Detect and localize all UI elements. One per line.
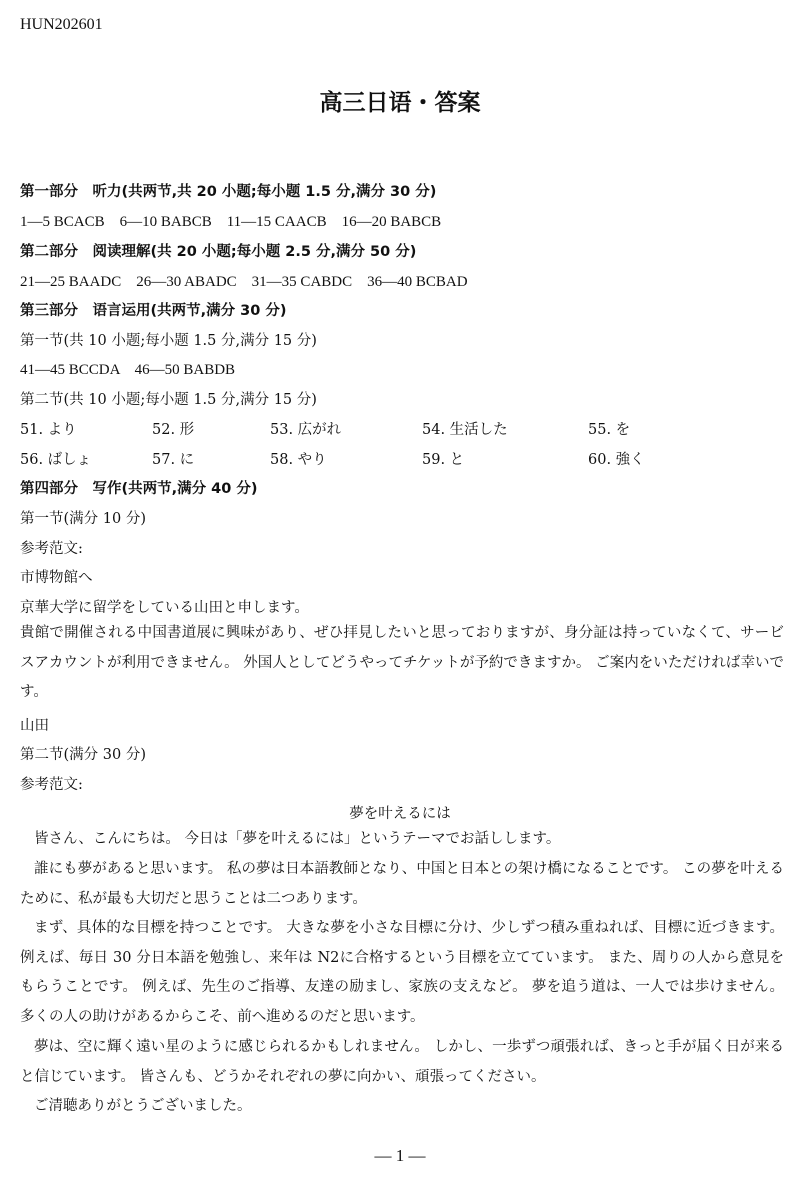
essay-paragraph-1: 皆さん、こんにちは。 今日は「夢を叶えるには」というテーマでお話しします。: [34, 831, 561, 847]
sample-label-1: 参考范文:: [20, 541, 83, 557]
essay-paragraph-3: まず、具体的な目標を持つことです。 大きな夢を小さな目標に分け、少しずつ積み重ねれば、目標に近づきます。 例えば、毎日 30 分日本語を勉強し、来年は N2に合格するという目標を立てています。 また、周りの人から意見をもらうことです。 例えば、先生のご指導、友達の励まし、家族の支えなど。 夢を追う道は、一人では歩けません。 多くの人の助けがあるからこそ、前へ進めるのだと思います。: [20, 920, 784, 1025]
part1-heading: 第一部分 听力(共两节,共 20 小题;每小题 1.5 分,满分 30 分): [20, 184, 437, 200]
part2-answers: 21—25 BAADC 26—30 ABADC 31—35 CABDC 36—40 BCBAD: [20, 274, 468, 290]
answer-58: 58. やり: [270, 452, 327, 468]
answer-51: 51. より: [20, 422, 77, 438]
page-number: — 1 —: [374, 1146, 426, 1165]
essay-paragraph-2: 誰にも夢があると思います。 私の夢は日本語教師となり、中国と日本との架け橋になることです。 この夢を叶えるために、私が最も大切だと思うことは二つあります。: [20, 861, 784, 907]
letter-body: 貴館で開催される中国書道展に興味があり、ぜひ拝見したいと思っておりますが、身分証は持っていなくて、サービスアカウントが利用できません。 外国人としてどうやってチケットが予約できますか。 ご案内をいただければ幸いです。: [20, 625, 784, 701]
letter-signature: 山田: [20, 718, 49, 734]
answer-57: 57. に: [152, 452, 195, 468]
answer-60: 60. 強く: [588, 452, 645, 468]
answer-52: 52. 形: [152, 422, 195, 438]
answer-53: 53. 広がれ: [270, 422, 342, 438]
essay-title: 夢を叶えるには: [349, 806, 451, 822]
part4-section2-heading: 第二节(满分 30 分): [20, 747, 146, 763]
essay-paragraph-5: ご清聴ありがとうございました。: [34, 1098, 252, 1114]
answer-56: 56. ばしょ: [20, 452, 92, 468]
essay-paragraph-4: 夢は、空に輝く遠い星のように感じられるかもしれません。 しかし、一歩ずつ頑張れば、きっと手が届く日が来ると信じています。 皆さんも、どうかそれぞれの夢に向かい、頑張ってください。: [20, 1039, 784, 1085]
page-title: 高三日语・答案: [319, 90, 481, 116]
part4-heading: 第四部分 写作(共两节,满分 40 分): [20, 481, 258, 497]
answer-54: 54. 生活した: [422, 422, 508, 438]
part3-section1-heading: 第一节(共 10 小题;每小题 1.5 分,满分 15 分): [20, 333, 317, 349]
sample-label-2: 参考范文:: [20, 777, 83, 793]
part4-section1-heading: 第一节(满分 10 分): [20, 511, 146, 527]
part3-section1-answers: 41—45 BCCDA 46—50 BABDB: [20, 362, 236, 378]
part1-answers: 1—5 BCACB 6—10 BABCB 11—15 CAACB 16—20 BABCB: [20, 214, 442, 230]
letter-recipient: 市博物館へ: [20, 570, 93, 586]
answer-55: 55. を: [588, 422, 631, 438]
document-code: HUN202601: [20, 16, 103, 33]
part2-heading: 第二部分 阅读理解(共 20 小题;每小题 2.5 分,满分 50 分): [20, 244, 417, 260]
answer-59: 59. と: [422, 452, 465, 468]
part3-heading: 第三部分 语言运用(共两节,满分 30 分): [20, 303, 287, 319]
part3-section2-heading: 第二节(共 10 小题;每小题 1.5 分,满分 15 分): [20, 392, 317, 408]
letter-intro: 京華大学に留学をしている山田と申します。: [20, 600, 309, 616]
